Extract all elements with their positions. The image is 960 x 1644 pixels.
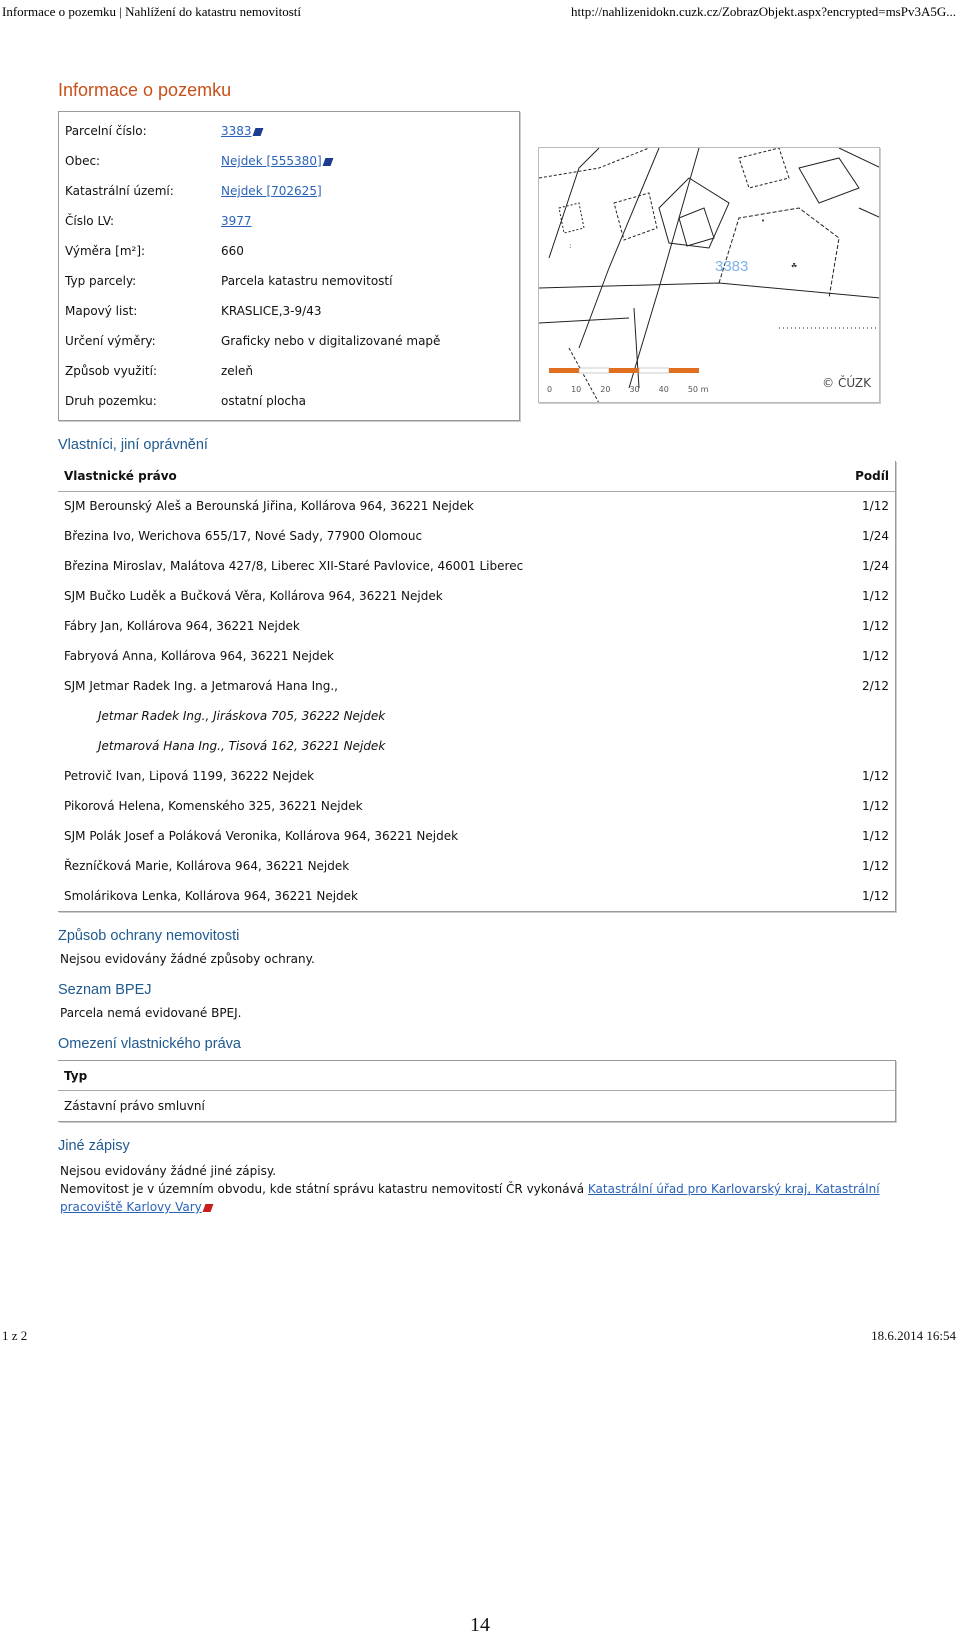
map-copyright: © ČÚZK	[822, 376, 871, 390]
parcel-info-value: Parcela katastru nemovitostí	[221, 274, 393, 288]
parcel-info-value: KRASLICE,3-9/43	[221, 304, 322, 318]
parcel-info-row	[59, 386, 519, 416]
owner-share: 1/12	[862, 829, 889, 843]
main-content	[58, 80, 896, 1216]
page-title: Informace o pozemku	[58, 80, 232, 100]
map-drawing	[539, 148, 880, 403]
owner-name: SJM Jetmar Radek Ing. a Jetmarová Hana Ing.,	[64, 679, 338, 693]
owner-name: Březina Miroslav, Malátova 427/8, Liberec XII-Staré Pavlovice, 46001 Liberec	[64, 559, 524, 573]
owner-share: 1/12	[862, 859, 889, 873]
owner-share: 1/12	[862, 889, 889, 903]
scale-label: 40	[658, 385, 669, 394]
svg-text:•: •	[761, 217, 766, 225]
limits-heading: Omezení vlastnického práva	[58, 1036, 241, 1052]
owner-row	[58, 881, 895, 911]
owner-name: Smolárikova Lenka, Kollárova 964, 36221 Nejdek	[64, 889, 358, 903]
owner-name: Petrovič Ivan, Lipová 1199, 36222 Nejdek	[64, 769, 315, 783]
cadastral-map[interactable]	[538, 147, 880, 403]
owner-name: Jetmar Radek Ing., Jiráskova 705, 36222 Nejdek	[98, 709, 386, 723]
parcel-info-row	[59, 206, 519, 236]
owner-name: Březina Ivo, Werichova 655/17, Nové Sady, 77900 Olomouc	[64, 529, 423, 543]
owners-section	[58, 461, 896, 912]
owner-share: 1/12	[862, 499, 889, 514]
svg-text:☘: ☘	[791, 262, 798, 270]
parcel-info-label: Obec:	[65, 154, 101, 168]
parcel-info-row	[59, 236, 519, 266]
parcel-info-row	[59, 356, 519, 386]
owner-row	[58, 851, 895, 881]
owners-table-frame	[58, 461, 896, 912]
parcel-info-link[interactable]: Nejdek [702625]	[221, 184, 322, 198]
page-number: 14	[470, 1614, 490, 1636]
owner-share: 1/12	[862, 799, 889, 813]
print-header	[2, 4, 956, 22]
owner-share: 1/12	[862, 619, 889, 633]
page-count: 1 z 2	[2, 1328, 28, 1343]
owner-sub-row	[58, 701, 895, 731]
owners-col-share: Podíl	[835, 461, 895, 491]
owner-name: Fábry Jan, Kollárova 964, 36221 Nejdek	[64, 619, 300, 633]
owner-row	[58, 551, 895, 581]
owner-share	[835, 731, 895, 761]
parcel-info-label: Druh pozemku:	[65, 394, 157, 408]
owner-row	[58, 761, 895, 791]
owner-row	[58, 821, 895, 851]
parcel-info-value: ostatní plocha	[221, 394, 306, 408]
map-scale	[547, 385, 708, 394]
parcel-info-link[interactable]: 3977	[221, 214, 252, 228]
owner-row	[58, 641, 895, 671]
other-heading: Jiné zápisy	[58, 1138, 130, 1154]
parcel-info-link[interactable]: Nejdek [555380]	[221, 154, 322, 168]
owner-share: 2/12	[862, 679, 889, 693]
parcel-info-label: Výměra [m²]:	[65, 244, 146, 258]
scale-label: 10	[571, 385, 582, 394]
parcel-info-value: zeleň	[221, 364, 254, 378]
owner-share: 1/24	[862, 529, 889, 543]
parcel-info-row	[59, 146, 519, 176]
owner-name: Fabryová Anna, Kollárova 964, 36221 Nejdek	[64, 649, 334, 663]
owner-row	[58, 791, 895, 821]
owner-sub-row	[58, 731, 895, 761]
bpej-text: Parcela nemá evidované BPEJ.	[60, 1006, 242, 1020]
parcel-info-label: Způsob využití:	[65, 364, 157, 378]
parcel-info-value: Graficky nebo v digitalizované mapě	[221, 334, 441, 348]
owner-share: 1/12	[862, 649, 889, 663]
external-link-icon	[202, 1204, 213, 1212]
owner-name: SJM Berounský Aleš a Berounská Jiřina, Kollárova 964, 36221 Nejdek	[64, 499, 474, 514]
parcel-info-label: Číslo LV:	[65, 214, 115, 228]
svg-text::: :	[569, 242, 572, 250]
owners-heading: Vlastníci, jiní oprávnění	[58, 437, 208, 453]
parcel-info-label: Katastrální území:	[65, 184, 174, 198]
owner-row	[58, 611, 895, 641]
owner-share: 1/12	[862, 589, 889, 603]
owner-name: Jetmarová Hana Ing., Tisová 162, 36221 Nejdek	[98, 739, 386, 753]
limits-table	[58, 1060, 896, 1122]
owner-row	[58, 581, 895, 611]
parcel-info-label: Mapový list:	[65, 304, 138, 318]
info-row	[58, 111, 896, 421]
limits-row: Zástavní právo smluvní	[64, 1099, 205, 1113]
parcel-info-label: Parcelní číslo:	[65, 124, 147, 138]
parcel-info-link[interactable]: 3383	[221, 124, 252, 138]
parcel-info-box	[58, 111, 520, 421]
parcel-info-row	[59, 326, 519, 356]
owner-name: SJM Bučko Luděk a Bučková Věra, Kollárova 964, 36221 Nejdek	[64, 589, 443, 603]
external-link-icon[interactable]	[252, 128, 263, 136]
bpej-heading: Seznam BPEJ	[58, 982, 152, 998]
scale-label: 20	[600, 385, 611, 394]
parcel-info-value: 660	[221, 244, 244, 258]
owner-share: 1/12	[862, 769, 889, 783]
parcel-info-row	[59, 176, 519, 206]
protection-heading: Způsob ochrany nemovitosti	[58, 928, 240, 944]
owners-col-right: Vlastnické právo	[58, 461, 835, 491]
protection-text: Nejsou evidovány žádné způsoby ochrany.	[60, 952, 315, 966]
limits-col-type: Typ	[58, 1061, 895, 1091]
print-header-title: Informace o pozemku | Nahlížení do katastru nemovitostí	[2, 4, 301, 19]
scale-label: 30	[629, 385, 640, 394]
scale-label: 0	[547, 385, 553, 394]
owner-name: SJM Polák Josef a Poláková Veronika, Kollárova 964, 36221 Nejdek	[64, 829, 459, 843]
parcel-info-label: Určení výměry:	[65, 334, 156, 348]
map-parcel-label: 3383	[715, 258, 749, 275]
parcel-info-table	[59, 116, 519, 416]
owner-row	[58, 671, 895, 701]
office-link[interactable]: Katastrální úřad pro Karlovarský kraj, Katastrální pracoviště Karlovy Vary	[60, 1182, 880, 1214]
owners-table	[58, 461, 895, 911]
print-header-url: http://nahlizenidokn.cuzk.cz/ZobrazObjekt.aspx?encrypted=msPv3A5G...	[571, 4, 956, 19]
other-notes	[60, 1162, 896, 1216]
owner-name: Řezníčková Marie, Kollárova 964, 36221 Nejdek	[64, 859, 350, 873]
office-text: Nemovitost je v územním obvodu, kde státní správu katastru nemovitostí ČR vykonává	[60, 1182, 585, 1196]
owner-row	[58, 521, 895, 551]
office-paragraph	[60, 1180, 896, 1216]
parcel-info-row	[59, 266, 519, 296]
external-link-icon[interactable]	[322, 158, 333, 166]
other-text: Nejsou evidovány žádné jiné zápisy.	[60, 1164, 277, 1178]
parcel-info-row	[59, 296, 519, 326]
owner-share: 1/24	[862, 559, 889, 573]
owner-share	[835, 701, 895, 731]
parcel-info-row	[59, 116, 519, 146]
owners-header-row	[58, 461, 895, 491]
print-datetime: 18.6.2014 16:54	[871, 1328, 956, 1343]
scale-label: 50 m	[687, 385, 709, 394]
parcel-info-label: Typ parcely:	[65, 274, 137, 288]
owner-row	[58, 491, 895, 521]
print-footer	[2, 1328, 956, 1346]
owner-name: Pikorová Helena, Komenského 325, 36221 Nejdek	[64, 799, 363, 813]
